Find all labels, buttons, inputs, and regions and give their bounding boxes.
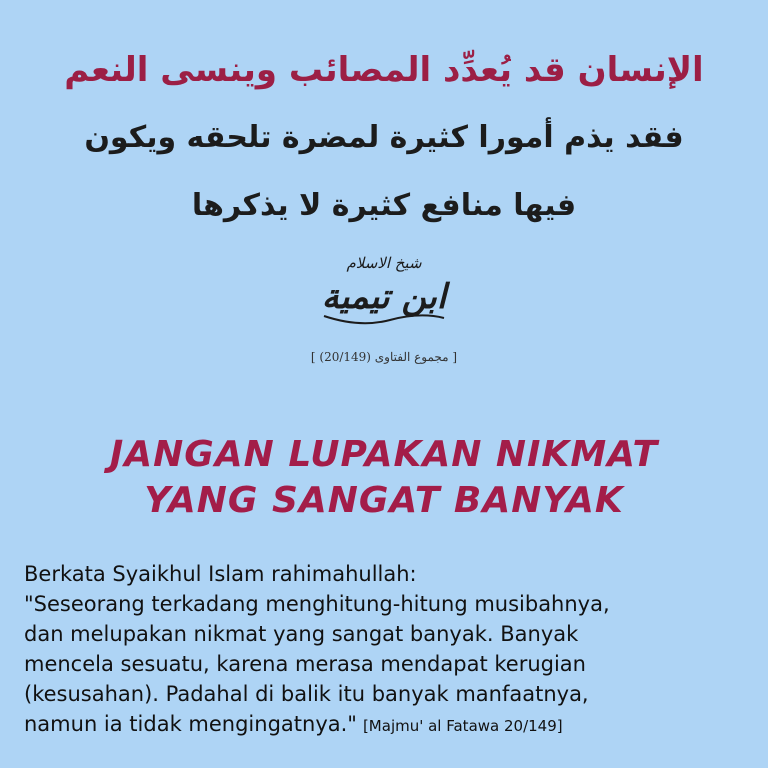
calligraphy-signature	[300, 252, 468, 342]
translation-line: Berkata Syaikhul Islam rahimahullah:	[24, 562, 417, 586]
translation-line: (kesusahan). Padahal di balik itu banyak manfaatnya,	[24, 682, 589, 706]
translation-line: dan melupakan nikmat yang sangat banyak. Banyak	[24, 622, 579, 646]
translation-line: namun ia tidak mengingatnya."	[24, 712, 357, 736]
translation-text	[24, 559, 754, 741]
arabic-line-2: فيها منافع كثيرة لا يذكرها	[191, 188, 577, 223]
signature-flourish	[320, 312, 448, 326]
translation-line: "Seseorang terkadang menghitung-hitung musibahnya,	[24, 592, 610, 616]
translation-last-line	[24, 709, 754, 741]
arabic-reference: [ مجموع الفتاوى (20/149) ]	[310, 350, 458, 364]
latin-reference: [Majmu' al Fatawa 20/149]	[362, 717, 563, 735]
latin-title-line-2: YANG SANGAT BANYAK	[144, 480, 624, 521]
arabic-line-1: فقد يذم أمورا كثيرة لمضرة تلحقه ويكون	[84, 120, 684, 155]
latin-title-line-1: JANGAN LUPAKAN NIKMAT	[109, 434, 659, 475]
signature-honorific: شيخ الاسلام	[346, 254, 422, 272]
signature-name: ابن تيمية	[321, 277, 447, 317]
translation-line: mencela sesuatu, karena merasa mendapat kerugian	[24, 652, 586, 676]
arabic-title: الإنسان قد يُعدِّد المصائب وينسى النعم	[64, 50, 704, 90]
